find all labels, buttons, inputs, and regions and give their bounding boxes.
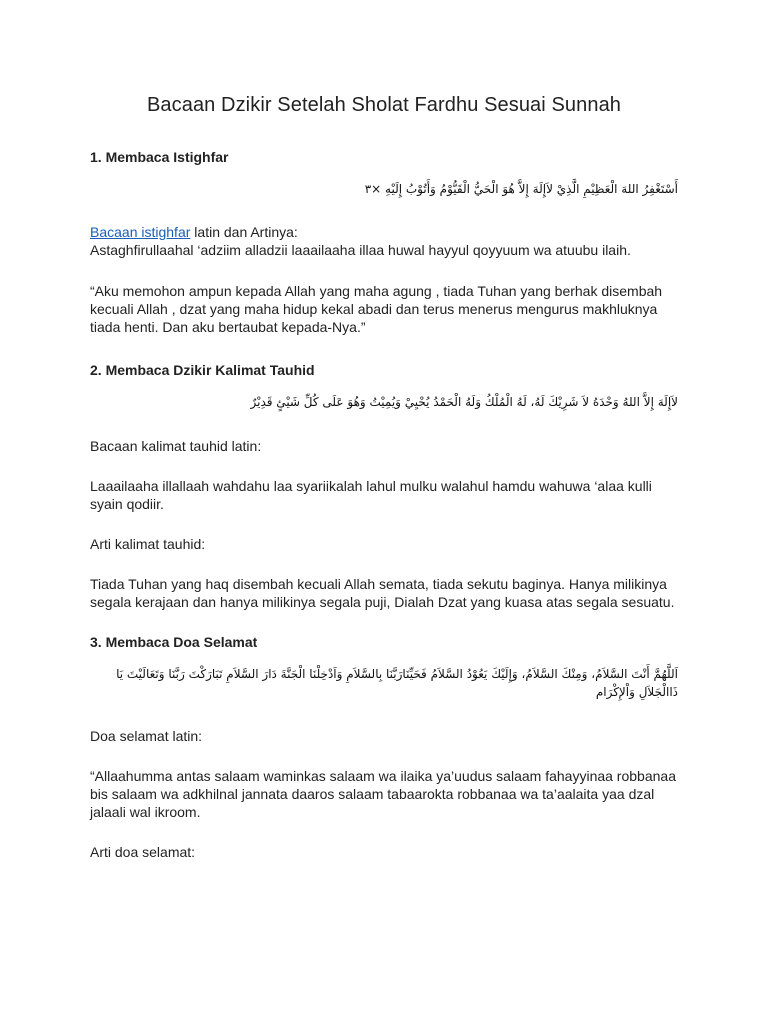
section-tauhid (90, 361, 678, 611)
istighfar-latin: Astaghfirullaahal ‘adziim alladzii laaailaaha illaa huwal hayyul qoyyuum wa atuubu ilaih. (90, 242, 631, 258)
istighfar-intro-text: latin dan Artinya: (190, 224, 298, 240)
page-title: Bacaan Dzikir Setelah Sholat Fardhu Sesuai Sunnah (146, 94, 622, 116)
istighfar-link[interactable]: Bacaan istighfar (90, 224, 191, 240)
doa-selamat-meaning-label: Arti doa selamat: (90, 844, 196, 860)
tauhid-meaning-label: Arti kalimat tauhid: (90, 536, 206, 552)
arabic-istighfar: أَسْتَغْفِرُ اللهَ الْعَظِيْمِ الَّذِيْ لاَإِلَهَ إِلاَّ هُوَ الْحَيُّ الْقَيُّوْمُ وَأَتُوْبُ إِلَيْهِ ×٣ (364, 182, 678, 196)
doa-selamat-latin: “Allaahumma antas salaam waminkas salaam wa ilaika ya’uudus salaam fahayyinaa robbanaa bis salaam wa adkhilnal jannata daaros salaam tabaarokta robbanaa wa ta’aalaita yaa dzal jalaali wal ikroom. (90, 768, 676, 820)
istighfar-latin-intro (90, 223, 678, 241)
section-heading-istighfar: 1. Membaca Istighfar (90, 149, 229, 165)
section-heading-tauhid: 2. Membaca Dzikir Kalimat Tauhid (90, 362, 315, 378)
istighfar-meaning: “Aku memohon ampun kepada Allah yang maha agung , tiada Tuhan yang berhak disembah kecuali Allah , dzat yang maha hidup kekal abadi dan terus menerus mengurus makhluknya tiada henti. Dan aku bertaubat kepada-Nya.” (90, 283, 663, 335)
arabic-doa-selamat: اَللَّهُمَّ أَنْتَ السَّلاَمُ، وَمِنْكَ السَّلاَمُ، وَإِلَيْكَ يَعُوْدُ السَّلاَمُ فَحَيِّنَارَبَّنَا بِالسَّلاَمِ وَاَدْخِلْنَا الْجَنَّةَ دَارَ السَّلاَمِ تَبَارَكْتَ رَبَّنَا وَتَعَالَيْتَ يَا ذَاالْجَلاَلِ وَاْلإِكْرَام (116, 667, 678, 699)
doa-selamat-latin-label: Doa selamat latin: (90, 728, 203, 744)
section-doa-selamat (90, 633, 678, 861)
tauhid-latin: Laaailaaha illallaah wahdahu laa syariikalah lahul mulku walahul hamdu wahuwa ‘alaa kulli syain qodiir. (90, 478, 652, 512)
section-heading-doa-selamat: 3. Membaca Doa Selamat (90, 634, 258, 650)
arabic-tauhid: لاَإِلَهَ إِلاَّ اللهُ وَحْدَهُ لاَ شَرِيْكَ لَهُ، لَهُ الْمُلْكُ وَلَهُ الْحَمْدُ يُحْيِيْ وَيُمِيْتُ وَهُوَ عَلَى كُلِّ شَيْئٍ قَدِيْرٌ (250, 395, 678, 409)
tauhid-meaning: Tiada Tuhan yang haq disembah kecuali Allah semata, tiada sekutu baginya. Hanya milikinya segala kerajaan dan hanya milikinya segala puji, Dialah Dzat yang kuasa atas segala sesuatu. (90, 576, 675, 610)
section-istighfar (90, 148, 678, 336)
tauhid-latin-label: Bacaan kalimat tauhid latin: (90, 438, 262, 454)
